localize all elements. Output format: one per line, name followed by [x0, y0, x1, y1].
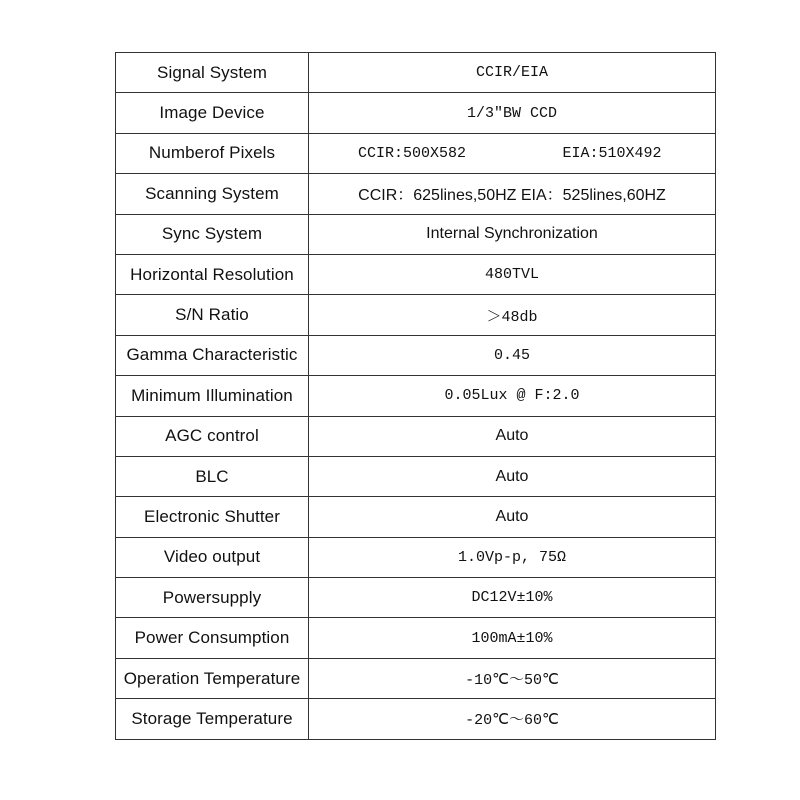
spec-value-pair [309, 133, 716, 173]
spec-value: 0.45 [309, 335, 716, 375]
spec-row-sync-system [116, 214, 716, 254]
spec-value: Auto [309, 416, 716, 456]
spec-row-image-device [116, 93, 716, 133]
spec-row-operation-temperature [116, 658, 716, 698]
spec-row-horizontal-resolution [116, 254, 716, 294]
spec-value: CCIR：625lines,50HZ EIA：525lines,60HZ [309, 174, 716, 214]
spec-value: Internal Synchronization [309, 214, 716, 254]
spec-label: Signal System [116, 53, 309, 93]
spec-value: ＞48db [309, 295, 716, 335]
spec-value: -10℃～50℃ [309, 658, 716, 698]
spec-value-ccir: CCIR:500X582 [357, 144, 466, 162]
spec-row-sn-ratio [116, 295, 716, 335]
spec-row-power-supply [116, 578, 716, 618]
spec-row-signal-system [116, 53, 716, 93]
spec-label: Horizontal Resolution [116, 254, 309, 294]
spec-label: Scanning System [116, 174, 309, 214]
spec-label: AGC control [116, 416, 309, 456]
spec-label: Sync System [116, 214, 309, 254]
spec-table [115, 52, 716, 740]
spec-label: Numberof Pixels [116, 133, 309, 173]
spec-value: 0.05Lux @ F:2.0 [309, 376, 716, 416]
spec-label: Operation Temperature [116, 658, 309, 698]
spec-row-minimum-illumination [116, 376, 716, 416]
spec-value-eia: EIA:510X492 [562, 144, 662, 162]
spec-label: Image Device [116, 93, 309, 133]
spec-label: Power Consumption [116, 618, 309, 658]
spec-row-gamma [116, 335, 716, 375]
spec-row-storage-temperature [116, 699, 716, 739]
spec-row-video-output [116, 537, 716, 577]
spec-label: S/N Ratio [116, 295, 309, 335]
spec-row-power-consumption [116, 618, 716, 658]
spec-label: Powersupply [116, 578, 309, 618]
spec-value: 1/3″BW CCD [309, 93, 716, 133]
spec-label: BLC [116, 456, 309, 496]
spec-label: Video output [116, 537, 309, 577]
spec-row-electronic-shutter [116, 497, 716, 537]
spec-label: Gamma Characteristic [116, 335, 309, 375]
spec-row-number-of-pixels [116, 133, 716, 173]
spec-label: Storage Temperature [116, 699, 309, 739]
spec-row-scanning-system [116, 174, 716, 214]
spec-value: -20℃～60℃ [309, 699, 716, 739]
spec-value: Auto [309, 456, 716, 496]
spec-value: DC12V±10% [309, 578, 716, 618]
spec-row-blc [116, 456, 716, 496]
spec-value: 1.0Vp-p, 75Ω [309, 537, 716, 577]
spec-row-agc-control [116, 416, 716, 456]
spec-label: Electronic Shutter [116, 497, 309, 537]
spec-value: CCIR/EIA [309, 53, 716, 93]
spec-value: Auto [309, 497, 716, 537]
spec-value: 480TVL [309, 254, 716, 294]
spec-value: 100mA±10% [309, 618, 716, 658]
spec-label: Minimum Illumination [116, 376, 309, 416]
